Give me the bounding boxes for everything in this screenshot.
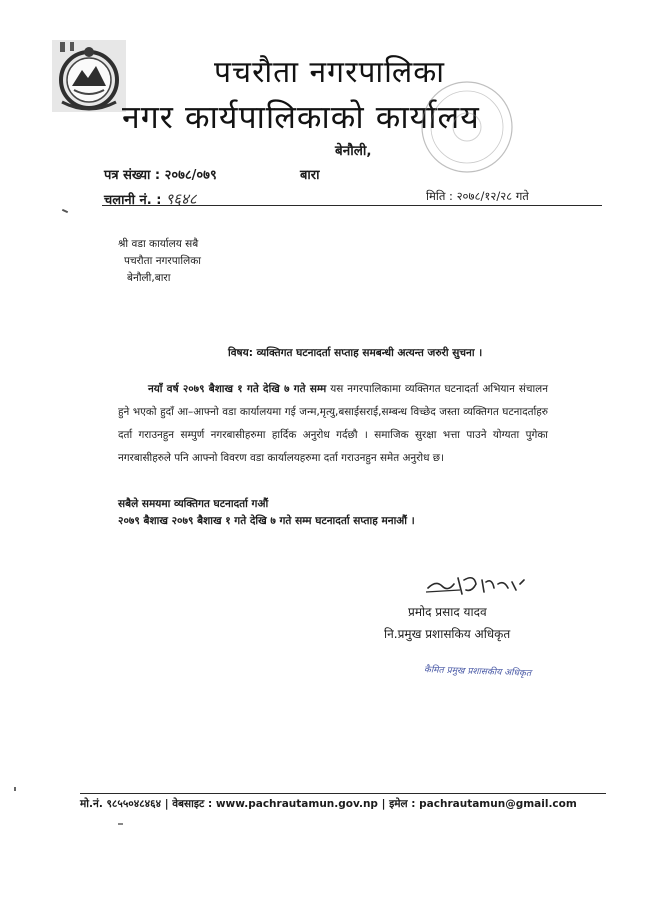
contact-footer: मो.नं. ९८५५०४८४६४ | वेबसाइट : www.pachrautamun.gov.np | इमेल : pachrautamun@gmail.com	[80, 798, 577, 810]
letter-subject: विषय: व्यक्तिगत घटनादर्ता सप्ताह समबन्धी अत्यन्त जरुरी सुचना ।	[228, 347, 483, 359]
recipient-line: बेनौली,बारा	[127, 272, 171, 284]
scan-mark	[62, 209, 68, 213]
body-date-range: नयाँ वर्ष २०७९ बैशाख १ गते देखि ७ गते सम्म	[148, 383, 327, 395]
scan-mark	[118, 823, 123, 825]
scan-mark	[14, 787, 16, 791]
header-divider	[102, 205, 602, 206]
letter-body	[118, 378, 548, 470]
body-text: यस नगरपालिकामा व्यक्तिगत घटनादर्ता अभियान संचालन हुने भएको हुदाँ आ–आफ्नो वडा कार्यालयमा गई जन्म,मृत्यु,बसाईसराई,सम्बन्ध विच्छेद जस्ता व्यक्तिगत घटनादर्ताहरु दर्ता गराउनहुन सम्पुर्ण नगरबासीहरुमा हार्दिक अनुरोध गर्दछौ । समाजिक सुरक्षा भत्ता पाउने योग्यता पुगेका नगरबासीहरुले पनि आफ्नो विवरण वडा कार्यालयहरुमा दर्ता गराउनहुन समेत अनुरोध छ।	[118, 383, 548, 464]
signatory-title: नि.प्रमुख प्रशासकिय अधिकृत	[384, 627, 511, 641]
office-seal-stamp	[418, 78, 516, 176]
dispatch-number	[104, 189, 197, 209]
recipient-line: पचरौता नगरपालिका	[124, 255, 202, 267]
recipient-line: श्री वडा कार्यालय सबै	[118, 238, 199, 250]
footer-divider	[80, 793, 606, 794]
officer-stamp: कैमित प्रमुख प्रशासकीय अधिकृत	[423, 665, 532, 679]
letter-number: पत्र संख्या : २०७८/०७९	[104, 168, 217, 183]
municipality-title: पचरौता नगरपालिका	[214, 55, 446, 90]
nepal-emblem-icon	[52, 40, 126, 112]
office-title: नगर कार्यपालिकाको कार्यालय	[122, 98, 480, 136]
signature-icon	[424, 570, 544, 600]
district-name: बारा	[300, 168, 320, 183]
letter-date: मिति : २०७८/१२/२८ गते	[426, 189, 529, 203]
dispatch-value: ९६४८	[165, 190, 197, 208]
signatory-name: प्रमोद प्रसाद यादव	[408, 605, 487, 619]
town-name: बेनौली,	[335, 143, 372, 159]
slogan-line: २०७९ बैशाख २०७९ बैशाख १ गते देखि ७ गते सम्म घटनादर्ता सप्ताह मनाऔं ।	[118, 515, 415, 527]
slogan-line: सबैले समयमा व्यक्तिगत घटनादर्ता गऔं	[118, 498, 269, 510]
dispatch-label: चलानी नं. :	[104, 193, 162, 208]
